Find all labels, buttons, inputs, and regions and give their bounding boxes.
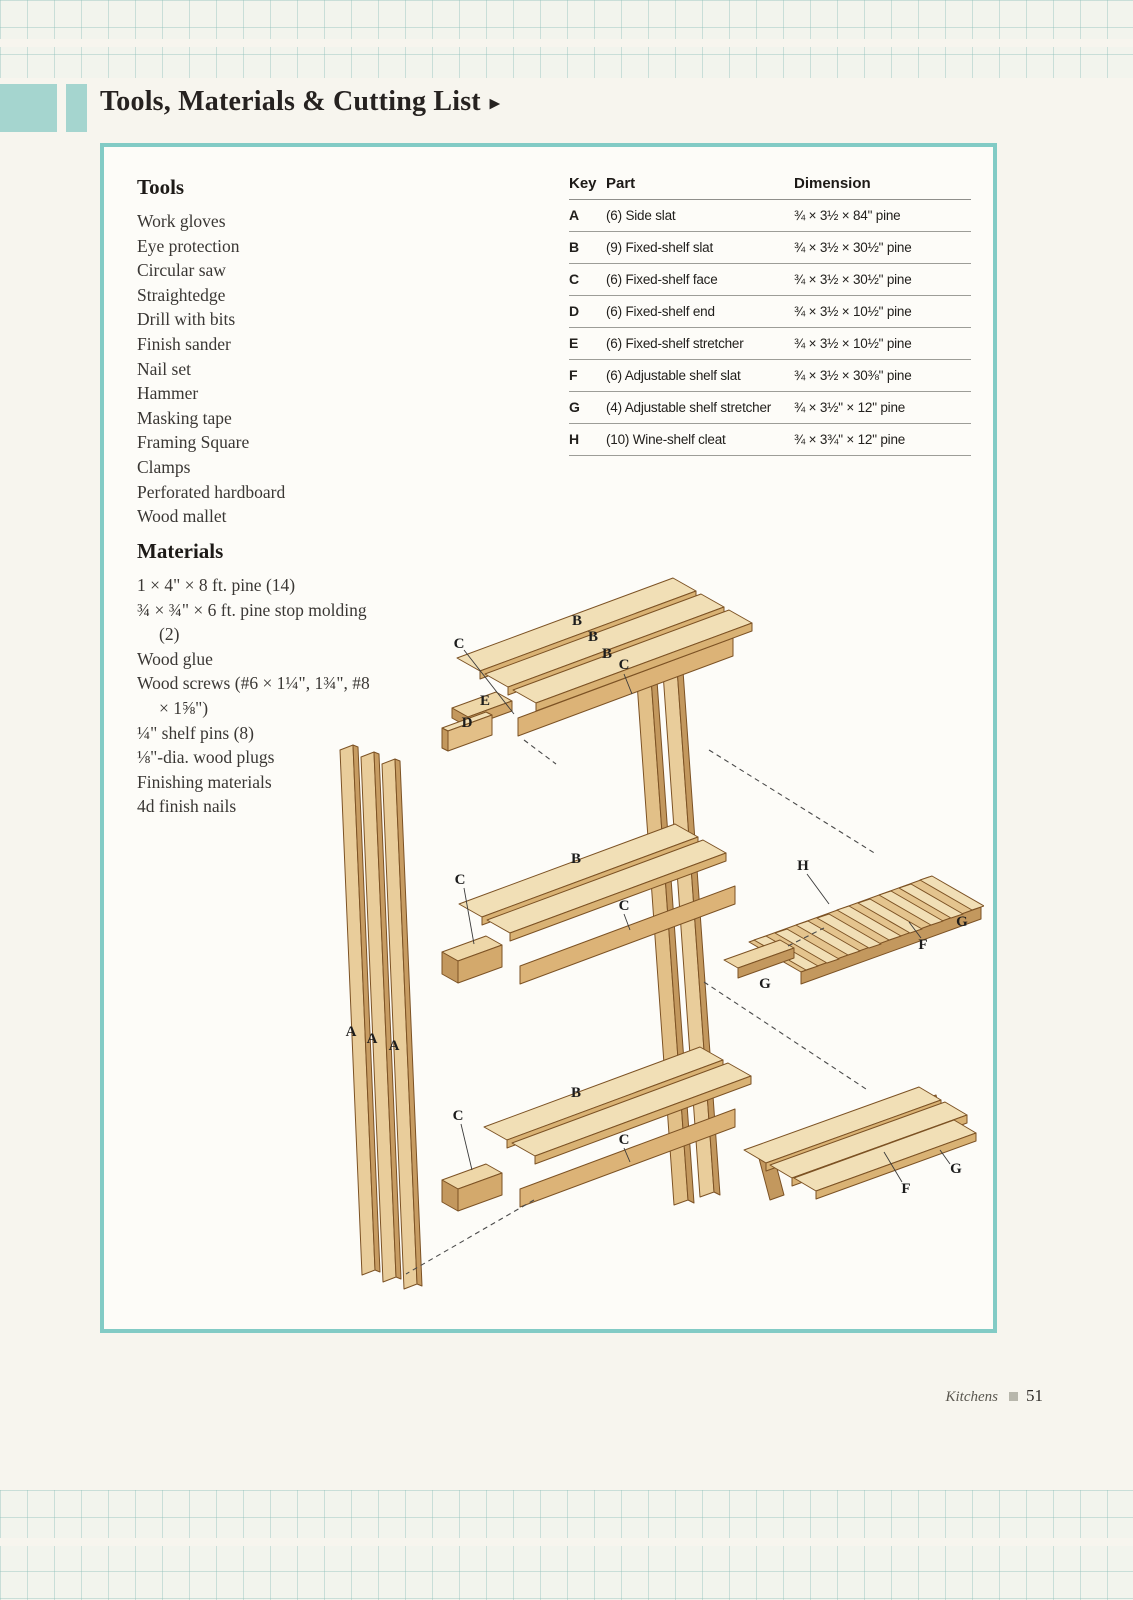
dimension-cell: ¾ × 3½ × 84" pine — [794, 200, 971, 232]
content-box — [100, 143, 997, 1333]
part-label: E — [479, 693, 491, 709]
part-label: F — [901, 1181, 911, 1197]
part-label: B — [570, 1085, 582, 1101]
tools-item: Wood mallet — [137, 506, 227, 527]
part-cell: (6) Fixed-shelf end — [606, 296, 794, 328]
side-slats-a — [340, 745, 422, 1289]
exploded-assembly-diagram — [324, 552, 984, 1312]
header-key: Key — [569, 175, 606, 200]
cutting-list-table — [569, 175, 971, 456]
part-cell: (10) Wine-shelf cleat — [606, 424, 794, 456]
footer-square-icon — [1009, 1392, 1018, 1401]
tools-item: Hammer — [137, 383, 199, 404]
part-label: B — [570, 851, 582, 867]
graph-paper-gap — [0, 39, 1133, 47]
key-cell: G — [569, 392, 606, 424]
key-cell: B — [569, 232, 606, 264]
materials-item: ⅛"-dia. wood plugs — [137, 747, 275, 768]
materials-item: Wood screws (#6 × 1¼", 1¾", #8 × 1⅝") — [137, 673, 370, 718]
cutting-list-row — [569, 296, 971, 328]
cutting-list-row — [569, 328, 971, 360]
part-label: C — [618, 898, 630, 914]
tools-item: Work gloves — [137, 211, 226, 231]
tools-item: Straightedge — [137, 284, 226, 305]
part-cell: (6) Fixed-shelf face — [606, 264, 794, 296]
footer-section-label: Kitchens — [945, 1389, 998, 1405]
diagram-svg — [324, 552, 984, 1312]
part-label: B — [601, 646, 613, 662]
tools-item: Clamps — [137, 456, 191, 477]
cutting-list-row — [569, 392, 971, 424]
cutting-list-body — [569, 200, 971, 456]
part-label: A — [345, 1024, 357, 1040]
tools-section — [137, 175, 285, 529]
tools-item: Drill with bits — [137, 309, 236, 330]
header-dimension: Dimension — [794, 175, 971, 200]
part-label: G — [759, 976, 771, 992]
footer-page-number: 51 — [1026, 1386, 1043, 1405]
tools-heading: Tools — [137, 175, 185, 199]
key-cell: H — [569, 424, 606, 456]
wine-shelf — [724, 876, 984, 984]
part-cell: (6) Fixed-shelf stretcher — [606, 328, 794, 360]
materials-item: ¼" shelf pins (8) — [137, 722, 254, 743]
tools-item: Circular saw — [137, 260, 226, 281]
dimension-cell: ¾ × 3½ × 30½" pine — [794, 264, 971, 296]
part-label: A — [366, 1031, 378, 1047]
tools-list — [137, 209, 285, 529]
cutting-list-row — [569, 424, 971, 456]
cutting-list-row — [569, 264, 971, 296]
tools-item: Perforated hardboard — [137, 481, 286, 502]
part-cell: (6) Adjustable shelf slat — [606, 360, 794, 392]
key-cell: F — [569, 360, 606, 392]
dimension-cell: ¾ × 3¾" × 12" pine — [794, 424, 971, 456]
key-cell: E — [569, 328, 606, 360]
part-label: D — [461, 715, 473, 731]
key-cell: A — [569, 200, 606, 232]
page-title-text: Tools, Materials & Cutting List — [100, 86, 481, 117]
part-label: C — [618, 657, 630, 673]
page-footer — [0, 1386, 1043, 1406]
part-label: G — [950, 1161, 962, 1177]
part-label: B — [587, 629, 599, 645]
tools-item: Eye protection — [137, 235, 240, 256]
part-label: C — [454, 872, 466, 888]
part-label: C — [618, 1132, 630, 1148]
teal-accent-square — [0, 84, 57, 132]
tools-item: Finish sander — [137, 333, 231, 354]
materials-item: 1 × 4" × 8 ft. pine (14) — [137, 575, 296, 595]
part-label: C — [452, 1108, 464, 1124]
part-cell: (4) Adjustable shelf stretcher — [606, 392, 794, 424]
teal-accent-bar — [66, 84, 87, 132]
graph-paper-top — [0, 0, 1133, 78]
tools-item: Masking tape — [137, 407, 232, 428]
cutting-list-header-row — [569, 175, 971, 200]
part-cell: (9) Fixed-shelf slat — [606, 232, 794, 264]
part-label: H — [797, 858, 809, 874]
graph-paper-gap — [0, 1538, 1133, 1546]
key-cell: C — [569, 264, 606, 296]
title-arrow-icon: ▸ — [489, 93, 500, 114]
part-label: A — [388, 1038, 400, 1054]
adjustable-shelf — [744, 1087, 976, 1200]
materials-item: Finishing materials — [137, 771, 272, 792]
tools-item: Nail set — [137, 358, 191, 379]
part-cell: (6) Side slat — [606, 200, 794, 232]
cutting-list-row — [569, 360, 971, 392]
dimension-cell: ¾ × 3½ × 30⅜" pine — [794, 360, 971, 392]
materials-item: ¾ × ¾" × 6 ft. pine stop molding (2) — [137, 599, 367, 645]
materials-item: 4d finish nails — [137, 796, 237, 817]
cutting-list-row — [569, 232, 971, 264]
dimension-cell: ¾ × 3½" × 12" pine — [794, 392, 971, 424]
materials-heading: Materials — [137, 539, 224, 563]
cutting-list-row — [569, 200, 971, 232]
key-cell: D — [569, 296, 606, 328]
header-part: Part — [606, 175, 794, 200]
tools-item: Framing Square — [137, 432, 250, 453]
part-label: C — [453, 636, 465, 652]
part-label: G — [956, 914, 968, 930]
dimension-cell: ¾ × 3½ × 10½" pine — [794, 296, 971, 328]
dimension-cell: ¾ × 3½ × 30½" pine — [794, 232, 971, 264]
materials-item: Wood glue — [137, 648, 213, 669]
part-label: F — [918, 937, 928, 953]
page-title — [100, 86, 500, 118]
part-label: B — [571, 613, 583, 629]
dimension-cell: ¾ × 3½ × 10½" pine — [794, 328, 971, 360]
top-fixed-shelf — [442, 578, 752, 751]
graph-paper-bottom — [0, 1490, 1133, 1600]
